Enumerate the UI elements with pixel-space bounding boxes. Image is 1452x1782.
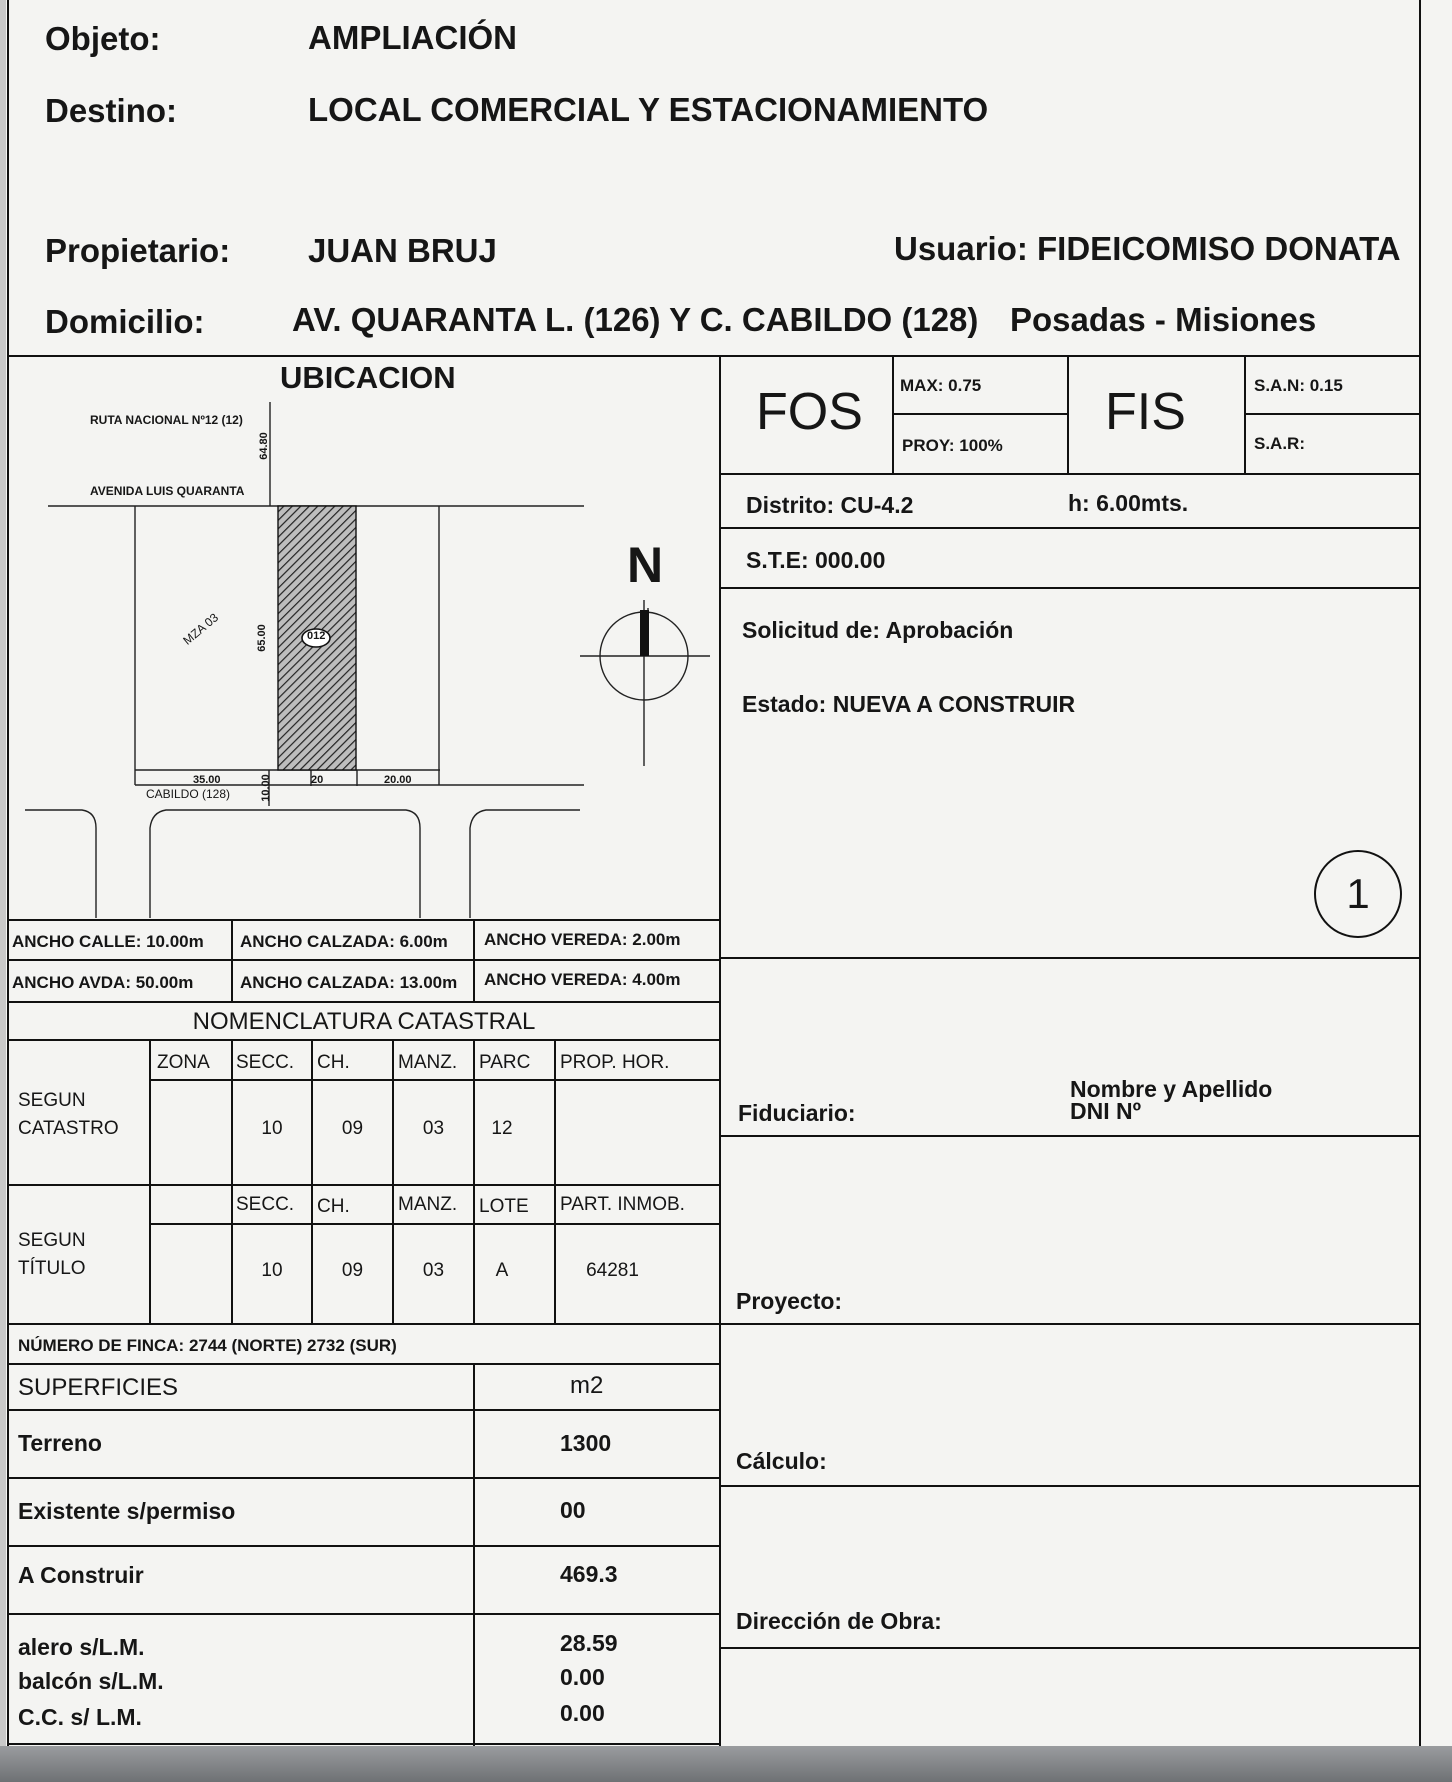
- distrito: Distrito: CU-4.2: [746, 492, 914, 518]
- dim-10: 10.00: [259, 774, 272, 802]
- titulo-manz: 03: [422, 1260, 445, 1281]
- ubicacion-title: UBICACION: [280, 360, 456, 395]
- fis-sar: S.A.R:: [1254, 434, 1305, 453]
- dim-35: 35.00: [193, 774, 221, 786]
- avenida-label: AVENIDA LUIS QUARANTA: [90, 484, 245, 498]
- dim-2000: 20.00: [384, 774, 412, 786]
- alero-label: alero s/L.M.: [18, 1634, 145, 1660]
- balcon-value: 0.00: [560, 1664, 605, 1690]
- ancho-vereda-avda: ANCHO VEREDA: 4.00m: [484, 970, 681, 989]
- solicitud: Solicitud de: Aprobación: [742, 617, 1014, 643]
- objeto-value: AMPLIACIÓN: [308, 19, 517, 56]
- titulo-label-1: SEGUN: [18, 1230, 86, 1251]
- ste: S.T.E: 000.00: [746, 547, 886, 573]
- lot-number: 012: [307, 630, 326, 642]
- catastro-header-zona: ZONA: [157, 1052, 210, 1073]
- manzana-label: MZA 03: [180, 610, 222, 648]
- nomenclatura-title: NOMENCLATURA CATASTRAL: [192, 1008, 536, 1035]
- titulo-secc: 10: [261, 1260, 283, 1281]
- ancho-calzada-calle: ANCHO CALZADA: 6.00m: [240, 932, 448, 951]
- fos-label: FOS: [756, 383, 863, 441]
- ciudad-value: Posadas - Misiones: [1010, 301, 1317, 338]
- catastro-secc: 10: [261, 1118, 283, 1139]
- fis-san: S.A.N: 0.15: [1254, 376, 1343, 395]
- estado: Estado: NUEVA A CONSTRUIR: [742, 691, 1076, 717]
- superficies-title: SUPERFICIES: [18, 1374, 179, 1401]
- alero-value: 28.59: [560, 1630, 618, 1656]
- ancho-calzada-avda: ANCHO CALZADA: 13.00m: [240, 973, 458, 992]
- catastro-header-prop-hor: PROP. HOR.: [560, 1052, 670, 1073]
- propietario-label: Propietario:: [45, 232, 231, 269]
- fos-max: MAX: 0.75: [900, 376, 982, 395]
- direccion-obra-label: Dirección de Obra:: [736, 1608, 942, 1634]
- ancho-avda: ANCHO AVDA: 50.00m: [12, 973, 194, 992]
- destino-label: Destino:: [45, 92, 177, 129]
- calculo-label: Cálculo:: [736, 1448, 827, 1474]
- lot-depth-dimension: 65.00: [255, 624, 268, 652]
- terreno-value: 1300: [560, 1430, 612, 1456]
- a-construir-value: 469.3: [560, 1561, 618, 1587]
- superficies-unit: m2: [570, 1372, 604, 1399]
- catastro-header-manz: MANZ.: [398, 1052, 458, 1073]
- titulo-header-part-inmob: PART. INMOB.: [560, 1194, 685, 1215]
- usuario-value: Usuario: FIDEICOMISO DONATA: [894, 230, 1401, 267]
- catastro-label-1: SEGUN: [18, 1090, 86, 1111]
- balcon-label: balcón s/L.M.: [18, 1668, 164, 1694]
- domicilio-label: Domicilio:: [45, 303, 205, 340]
- fiduciario-label: Fiduciario:: [738, 1100, 856, 1126]
- domicilio-value: AV. QUARANTA L. (126) Y C. CABILDO (128): [292, 301, 979, 338]
- catastro-manz: 03: [422, 1118, 445, 1139]
- catastro-header-parc: PARC: [479, 1052, 531, 1073]
- altura: h: 6.00mts.: [1068, 490, 1189, 516]
- north-label: N: [627, 537, 664, 593]
- catastro-label-2: CATASTRO: [18, 1118, 119, 1139]
- dim-20: 20: [311, 774, 324, 786]
- fis-label: FIS: [1105, 383, 1186, 441]
- propietario-value: JUAN BRUJ: [308, 232, 497, 269]
- titulo-lote: A: [495, 1260, 509, 1281]
- catastro-parc: 12: [491, 1118, 513, 1139]
- titulo-label-2: TÍTULO: [18, 1258, 86, 1279]
- a-construir-label: A Construir: [18, 1562, 144, 1588]
- nombre-apellido: Nombre y Apellido: [1070, 1076, 1273, 1102]
- titulo-ch: 09: [341, 1260, 364, 1281]
- destino-value: LOCAL COMERCIAL Y ESTACIONAMIENTO: [308, 91, 989, 128]
- catastro-header-secc: SECC.: [236, 1052, 295, 1073]
- objeto-label: Objeto:: [45, 20, 161, 57]
- titulo-header-ch: CH.: [317, 1196, 350, 1217]
- cc-label: C.C. s/ L.M.: [18, 1704, 142, 1730]
- fos-proy: PROY: 100%: [902, 436, 1003, 455]
- ancho-vereda-calle: ANCHO VEREDA: 2.00m: [484, 930, 681, 949]
- cc-value: 0.00: [560, 1700, 605, 1726]
- catastro-ch: 09: [341, 1118, 364, 1139]
- existente-label: Existente s/permiso: [18, 1498, 236, 1524]
- dni-label: DNI Nº: [1070, 1098, 1142, 1124]
- cabildo-label: CABILDO (128): [146, 787, 231, 801]
- terreno-label: Terreno: [18, 1430, 102, 1456]
- existente-value: 00: [560, 1497, 586, 1523]
- ruta-label: RUTA NACIONAL Nº12 (12): [90, 413, 243, 427]
- scan-bottom-edge: [0, 1746, 1452, 1782]
- numero-finca: NÚMERO DE FINCA: 2744 (NORTE) 2732 (SUR): [18, 1336, 397, 1355]
- proyecto-label: Proyecto:: [736, 1288, 843, 1314]
- catastro-header-ch: CH.: [317, 1052, 350, 1073]
- ancho-calle: ANCHO CALLE: 10.00m: [12, 932, 204, 951]
- titulo-header-secc: SECC.: [236, 1194, 295, 1215]
- sheet-number: 1: [1346, 870, 1370, 917]
- north-arrow-shaft: [640, 610, 649, 656]
- titulo-header-manz: MANZ.: [398, 1194, 458, 1215]
- ruta-dimension: 64.80: [257, 432, 270, 460]
- titulo-part-inmob: 64281: [586, 1260, 639, 1281]
- titulo-header-lote: LOTE: [479, 1196, 529, 1217]
